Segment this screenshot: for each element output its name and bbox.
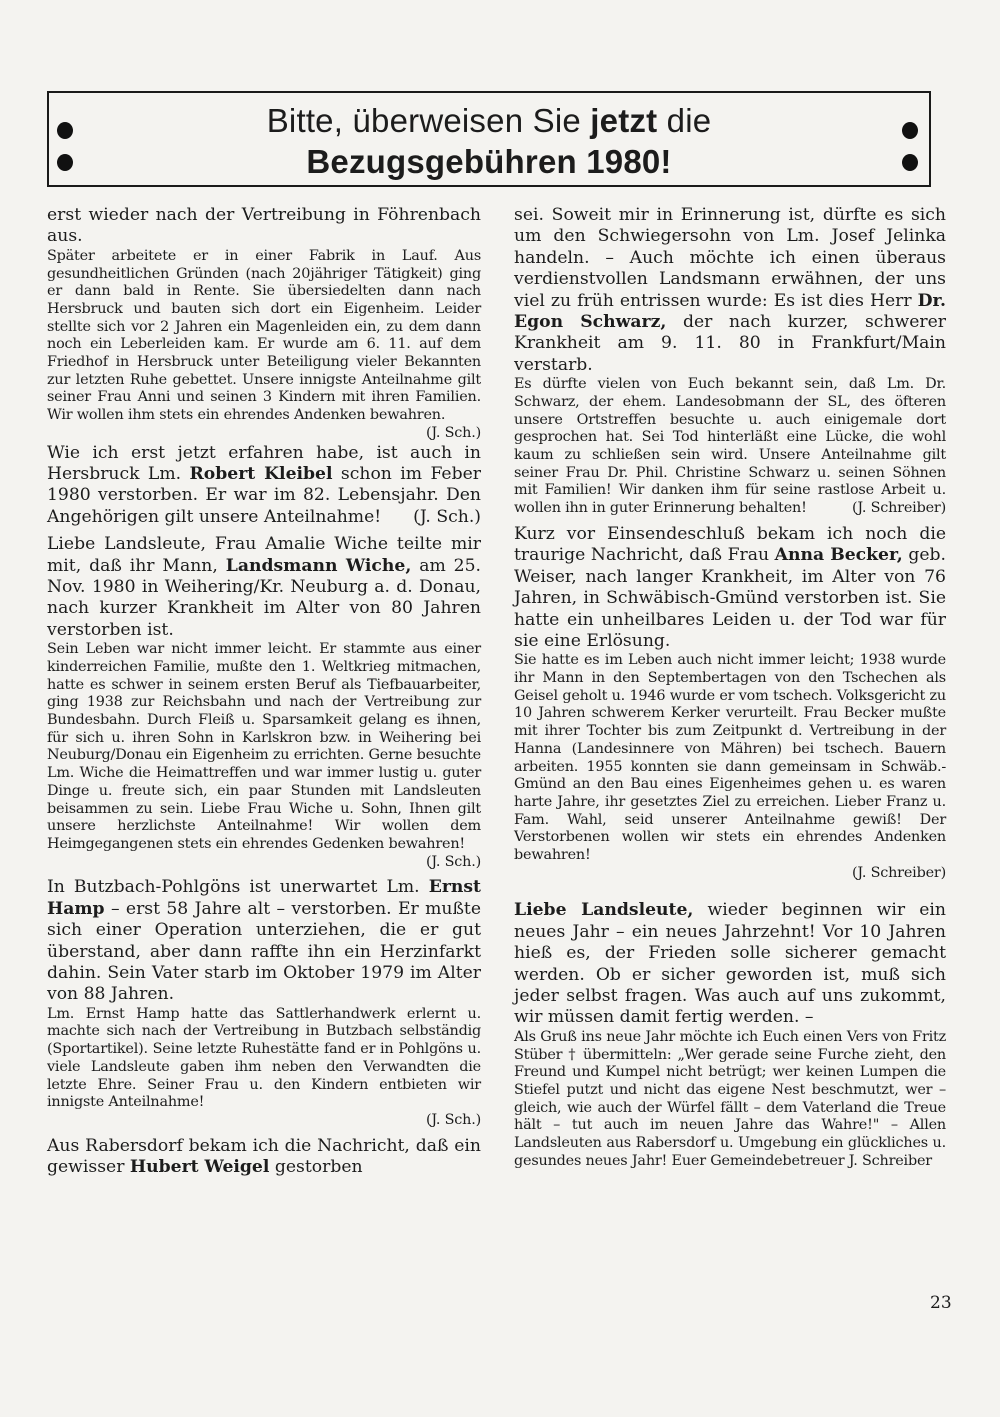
paragraph-text: Aus Rabersdorf bekam ich die Nachricht, daß ein gewisser bbox=[47, 1135, 481, 1178]
deceased-name: Dr. Egon Schwarz, bbox=[514, 290, 946, 333]
paragraph bbox=[47, 247, 481, 441]
paragraph bbox=[47, 443, 481, 529]
paragraph bbox=[514, 205, 946, 376]
paragraph-text: sei. Soweit mir in Erinnerung ist, dürfte es sich um den Schwiegersohn von Lm. Josef Jelinka handeln. – Auch möchte ich einen überaus verdienstvollen Landsmann erwähnen, der uns viel zu früh entrissen wurde: Es ist dies Herr bbox=[514, 205, 946, 311]
paragraph-text: der nach kurzer, schwerer Krankheit am 9. 11. 80 in Frankfurt/Main verstarb. bbox=[514, 312, 946, 375]
deceased-name: Ernst Hamp bbox=[47, 877, 481, 919]
paragraph: erst wieder nach der Vertreibung in Föhrenbach aus. bbox=[47, 205, 481, 247]
paragraph-text: In Butzbach-Pohlgöns ist unerwartet Lm. bbox=[47, 877, 429, 898]
paragraph: Sie hatte es im Leben auch nicht immer leicht; 1938 wurde ihr Mann in den Septembertagen von den Tschechen als Geisel geholt u. 1946 wurde er vom tschech. Volksgericht zu 10 Jahren schwerem Kerker verurteilt. Frau Becker mußte mit ihrer Tochter bis zum Zeitpunkt d. Vertreibung in der Hanna (Landesinnere von Mähren) bei tschech. Bauern arbeiten. 1955 konnten sie dann gemeinsam in Schwäb.-Gmünd an den Bau eines Eigenheimes gehen u. es waren harte Jahre, ihr gesetztes Ziel zu erreichen. Lieber Franz u. Fam. Wahl, seid unserer Anteilnahme gewiß! Der Verstorbenen wollen wir stets ein ehrendes Andenken bewahren! bbox=[514, 652, 946, 864]
signature: (J. Schreiber) bbox=[851, 500, 946, 517]
paragraph: Lm. Ernst Hamp hatte das Sattlerhandwerk erlernt u. machte sich nach der Vertreibung in Butzbach selbständig (Sportartikel). Seine letzte Ruhestätte fand er in Pohlgöns u. viele Landsleute gaben ihm neben den Verwandten die letzte Ehre. Seiner Frau u. den Kindern entbieten wir innigste Anteilnahme! bbox=[47, 1005, 481, 1111]
signature: (J. Sch.) bbox=[426, 424, 481, 441]
paragraph bbox=[47, 877, 481, 1005]
paragraph bbox=[514, 376, 946, 518]
banner-line-2: Bezugsgebühren 1980! bbox=[306, 143, 672, 180]
paragraph-text: wieder beginnen wir ein neues Jahr – ein neues Jahrzehnt! Vor 10 Jahren hieß es, der Frieden solle sicherer gemacht werden. Ob er sicher geworden ist, muß sich jeder selbst fragen. Was auch auf uns zukommt, wir müssen damit fertig werden. – bbox=[514, 900, 946, 1028]
signature: (J. Sch.) bbox=[426, 853, 481, 870]
signature: (J. Sch.) bbox=[426, 1112, 481, 1128]
paragraph-text: gestorben bbox=[269, 1157, 363, 1178]
banner-text: die bbox=[657, 102, 712, 139]
payment-reminder-banner bbox=[47, 91, 931, 187]
banner-emphasis: jetzt bbox=[590, 102, 658, 139]
deceased-name: Anna Becker, bbox=[774, 545, 903, 566]
paragraph-text: Wie ich erst jetzt erfahren habe, ist auch in Hersbruck Lm. bbox=[47, 442, 481, 484]
paragraph bbox=[514, 900, 946, 1028]
paragraph-text: Kurz vor Einsendeschluß bekam ich noch die traurige Nachricht, daß Frau bbox=[514, 523, 946, 566]
paragraph: Sein Leben war nicht immer leicht. Er stammte aus einer kinderreichen Familie, mußte den 1. Weltkrieg mitmachen, hatte es schwer in seinem ersten Beruf als Tiefbauarbeiter, ging 1938 zur Reichsbahn und nach der Vertreibung zur Bundesbahn. Durch Fleiß u. Sparsamkeit gelang es ihnen, für sich u. ihren Sohn in Karlskron bzw. in Weihering bei Neuburg/Donau ein Eigenheim zu errichten. Gerne besuchte Lm. Wiche die Heimattreffen und war immer lustig u. guter Dinge u. freute sich, ein paar Stunden mit Landsleuten beisammen zu sein. Liebe Frau Wiche u. Sohn, Ihnen gilt unsere herzlichste Anteilnahme! Wir wollen dem Heimgegangenen stets ein ehrendes Gedenken bewahren! bbox=[47, 641, 481, 852]
greeting: Liebe Landsleute, bbox=[514, 900, 694, 921]
paragraph-text: Es dürfte vielen von Euch bekannt sein, daß Lm. Dr. Schwarz, der ehem. Landesobmann der SL, des öfteren unsere Ortstreffen besuchte u. auch einigemale dort gesprochen hat. Sei Tod hinterläßt eine Lücke, die wohl kaum zu schließen sein wird. Unsere Anteilnahme gilt seiner Frau Dr. Phil. Christine Schwarz u. seinen Söhnen mit Familien! Wir danken ihm für seine rastlose Arbeit u. wollen ihn in guter Erinnerung behalten! bbox=[514, 376, 946, 517]
paragraph bbox=[47, 534, 481, 641]
paragraph bbox=[514, 524, 946, 652]
signature: (J. Schreiber) bbox=[851, 864, 946, 881]
paragraph-text: geb. Weiser, nach langer Krankheit, im Alter von 76 Jahren, in Schwäbisch-Gmünd verstorben ist. Sie hatte ein unheilbares Leiden u. der Tod war für sie eine Erlösung. bbox=[514, 545, 946, 651]
banner-text: Bitte, überweisen Sie bbox=[266, 102, 591, 139]
paragraph-text: schon im Feber 1980 verstorben. Er war im 82. Lebensjahr. Den Angehörigen gilt unsere Anteilnahme! bbox=[47, 463, 481, 527]
right-column bbox=[514, 205, 946, 1171]
deceased-name: Robert Kleibel bbox=[189, 463, 333, 484]
deceased-name: Landsmann Wiche, bbox=[225, 555, 412, 576]
paragraph-text: – erst 58 Jahre alt – verstorben. Er mußte sich einer Operation unterziehen, die er gut überstand, aber dann raffte ihn ein Herzinfarkt dahin. Sein Vater starb im Oktober 1979 im Alter von 88 Jahren. bbox=[47, 898, 481, 1005]
page-number: 23 bbox=[930, 1293, 952, 1313]
signature: (J. Sch.) bbox=[413, 506, 481, 527]
paragraph-text: am 25. Nov. 1980 in Weihering/Kr. Neuburg a. d. Donau, nach kurzer Krankheit im Alter von 80 Jahren verstorben ist. bbox=[47, 555, 481, 640]
banner-line-1 bbox=[49, 102, 929, 140]
paragraph-text: Liebe Landsleute, Frau Amalie Wiche teilte mir mit, daß ihr Mann, bbox=[47, 534, 481, 576]
left-column bbox=[47, 205, 481, 1179]
deceased-name: Hubert Weigel bbox=[129, 1157, 270, 1178]
paragraph-text: Später arbeitete er in einer Fabrik in Lauf. Aus gesundheitlichen Gründen (nach 20jähriger Tätigkeit) ging er dann bald in Rente. Sie übersiedelten dann nach Hersbruck und bauten sich dort ein Eigenheim. Leider stellte sich vor 2 Jahren ein Magenleiden ein, zu dem dann noch ein Leberleiden kam. Er wurde am 6. 11. auf dem Friedhof in Hersbruck unter Beteiligung vieler Bekannten zur letzten Ruhe gebettet. Unsere innigste Anteilnahme gilt seiner Frau Anni und seinen 3 Kindern mit ihren Familien. Wir wollen ihm stets ein ehrendes Andenken bewahren. bbox=[47, 247, 481, 424]
paragraph bbox=[47, 1136, 481, 1179]
paragraph: Als Gruß ins neue Jahr möchte ich Euch einen Vers von Fritz Stüber † übermitteln: „Wer gerade seine Furche zieht, den Freund und Kumpel nicht betrügt; wer keinen Lumpen die Stiefel putzt und nicht das eigene Nest beschmutzt, wer – gleich, wie auch der Würfel fällt – dem Vaterland die Treue hält – tut auch im neuen Jahre das Wahre!" – Allen Landsleuten aus Rabersdorf u. Umgebung ein glückliches u. gesundes neues Jahr! Euer Gemeindebetreuer J. Schreiber bbox=[514, 1028, 946, 1169]
